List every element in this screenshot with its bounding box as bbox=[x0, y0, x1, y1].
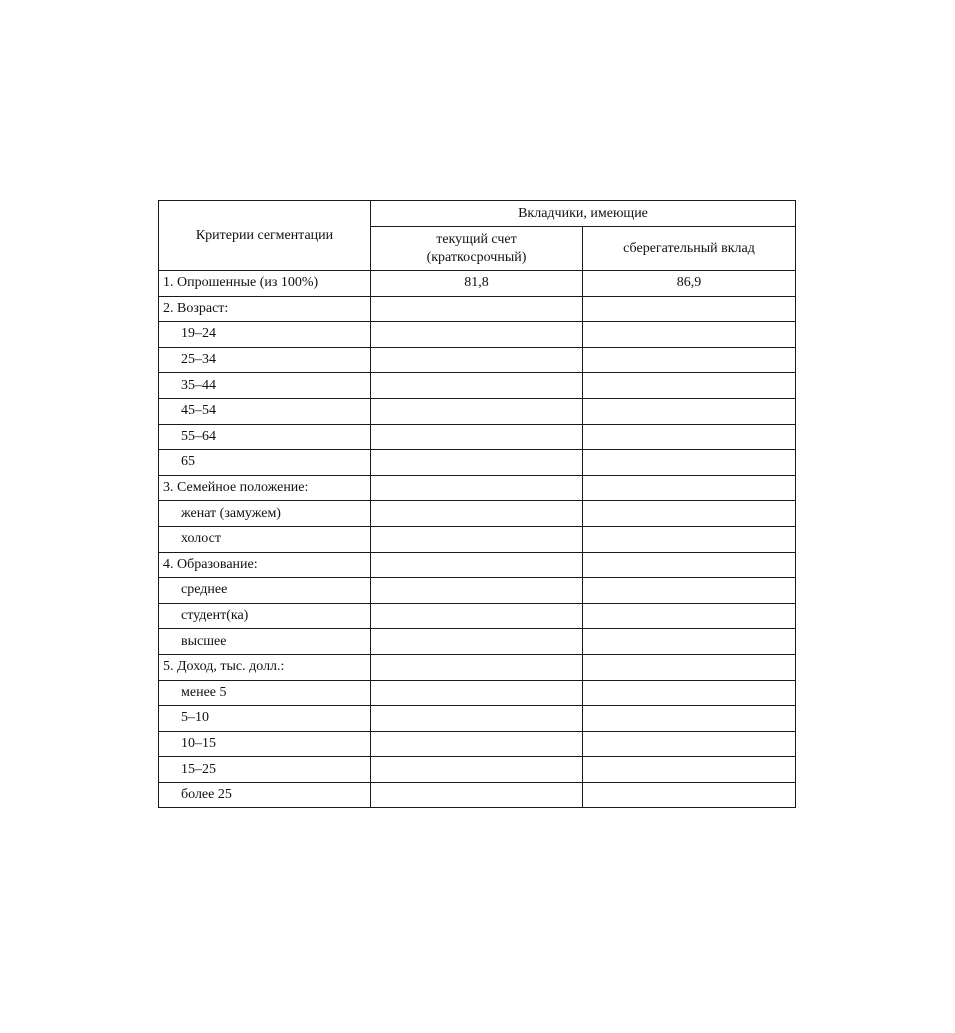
criterion-item-label: студент(ка) bbox=[159, 603, 371, 629]
current-account-value bbox=[371, 603, 583, 629]
depositors-group-header: Вкладчики, имеющие bbox=[371, 201, 796, 227]
table-row bbox=[159, 501, 796, 527]
criteria-header: Критерии сегментации bbox=[159, 201, 371, 271]
current-account-value bbox=[371, 706, 583, 732]
criterion-item-label: 15–25 bbox=[159, 757, 371, 783]
savings-deposit-value bbox=[583, 629, 796, 655]
current-account-value bbox=[371, 552, 583, 578]
table-row bbox=[159, 654, 796, 680]
savings-deposit-value bbox=[583, 654, 796, 680]
current-account-value bbox=[371, 398, 583, 424]
savings-deposit-value bbox=[583, 526, 796, 552]
savings-deposit-value bbox=[583, 322, 796, 348]
table-row bbox=[159, 552, 796, 578]
savings-deposit-value bbox=[583, 347, 796, 373]
criterion-group-label: 1. Опрошенные (из 100%) bbox=[159, 271, 371, 297]
table-row bbox=[159, 424, 796, 450]
savings-deposit-value bbox=[583, 475, 796, 501]
criterion-group-label: 4. Образование: bbox=[159, 552, 371, 578]
current-account-value bbox=[371, 501, 583, 527]
table-row bbox=[159, 578, 796, 604]
table-row bbox=[159, 450, 796, 476]
table-row bbox=[159, 475, 796, 501]
current-account-value bbox=[371, 731, 583, 757]
current-account-value bbox=[371, 526, 583, 552]
criterion-item-label: 25–34 bbox=[159, 347, 371, 373]
criterion-item-label: 10–15 bbox=[159, 731, 371, 757]
savings-deposit-value bbox=[583, 680, 796, 706]
table-row bbox=[159, 706, 796, 732]
savings-deposit-value bbox=[583, 731, 796, 757]
table-row bbox=[159, 373, 796, 399]
savings-deposit-value bbox=[583, 501, 796, 527]
table-row bbox=[159, 398, 796, 424]
savings-deposit-value bbox=[583, 578, 796, 604]
header-row-group bbox=[159, 201, 796, 227]
table-row bbox=[159, 731, 796, 757]
savings-deposit-value bbox=[583, 450, 796, 476]
current-account-value bbox=[371, 629, 583, 655]
current-account-value bbox=[371, 654, 583, 680]
criterion-item-label: высшее bbox=[159, 629, 371, 655]
criterion-item-label: 55–64 bbox=[159, 424, 371, 450]
table-row bbox=[159, 347, 796, 373]
criterion-group-label: 2. Возраст: bbox=[159, 296, 371, 322]
table-row bbox=[159, 271, 796, 297]
savings-deposit-value bbox=[583, 398, 796, 424]
savings-deposit-value bbox=[583, 706, 796, 732]
current-account-value bbox=[371, 373, 583, 399]
current-account-value bbox=[371, 757, 583, 783]
criterion-group-label: 5. Доход, тыс. долл.: bbox=[159, 654, 371, 680]
criterion-item-label: более 25 bbox=[159, 782, 371, 808]
current-account-value bbox=[371, 680, 583, 706]
savings-deposit-value: 86,9 bbox=[583, 271, 796, 297]
criterion-item-label: менее 5 bbox=[159, 680, 371, 706]
table-row bbox=[159, 526, 796, 552]
current-account-value bbox=[371, 475, 583, 501]
criterion-group-label: 3. Семейное положение: bbox=[159, 475, 371, 501]
criterion-item-label: 5–10 bbox=[159, 706, 371, 732]
savings-deposit-value bbox=[583, 424, 796, 450]
table-row bbox=[159, 322, 796, 348]
savings-deposit-value bbox=[583, 603, 796, 629]
current-account-header-line2: (краткосрочный) bbox=[426, 249, 527, 265]
current-account-value bbox=[371, 424, 583, 450]
savings-deposit-value bbox=[583, 296, 796, 322]
segmentation-table bbox=[158, 200, 796, 808]
current-account-value bbox=[371, 450, 583, 476]
savings-deposit-value bbox=[583, 757, 796, 783]
table-row bbox=[159, 782, 796, 808]
criterion-item-label: 19–24 bbox=[159, 322, 371, 348]
segmentation-table-container bbox=[158, 200, 795, 808]
table-row bbox=[159, 680, 796, 706]
savings-deposit-value bbox=[583, 373, 796, 399]
current-account-value: 81,8 bbox=[371, 271, 583, 297]
current-account-header-line1: текущий счет bbox=[436, 231, 517, 247]
savings-deposit-value bbox=[583, 552, 796, 578]
savings-deposit-value bbox=[583, 782, 796, 808]
table-row bbox=[159, 629, 796, 655]
savings-deposit-header: сберегательный вклад bbox=[583, 227, 796, 271]
current-account-value bbox=[371, 296, 583, 322]
table-row bbox=[159, 603, 796, 629]
criterion-item-label: холост bbox=[159, 526, 371, 552]
criterion-item-label: женат (замужем) bbox=[159, 501, 371, 527]
criterion-item-label: 45–54 bbox=[159, 398, 371, 424]
current-account-header bbox=[371, 227, 583, 271]
table-body bbox=[159, 271, 796, 808]
criterion-item-label: среднее bbox=[159, 578, 371, 604]
table-row bbox=[159, 757, 796, 783]
current-account-value bbox=[371, 322, 583, 348]
table-header bbox=[159, 201, 796, 271]
criterion-item-label: 35–44 bbox=[159, 373, 371, 399]
criterion-item-label: 65 bbox=[159, 450, 371, 476]
table-row bbox=[159, 296, 796, 322]
current-account-value bbox=[371, 782, 583, 808]
current-account-value bbox=[371, 347, 583, 373]
current-account-value bbox=[371, 578, 583, 604]
